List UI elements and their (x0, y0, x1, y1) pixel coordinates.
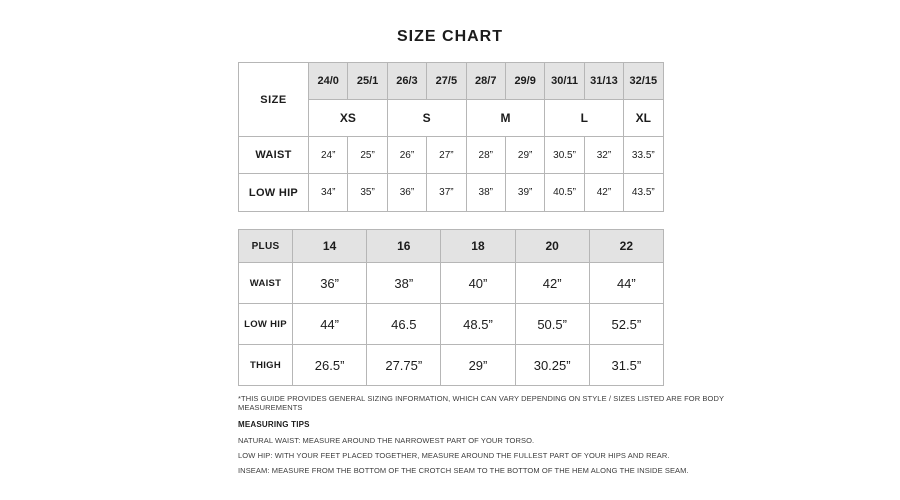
measurement-value: 35” (348, 174, 387, 212)
letter-size-header: L (545, 100, 624, 137)
measurement-value: 29” (505, 137, 544, 174)
measurement-value: 30.5” (545, 137, 584, 174)
letter-size-header: XL (624, 100, 663, 137)
measuring-tip: INSEAM: MEASURE FROM THE BOTTOM OF THE CROTCH SEAM TO THE BOTTOM OF THE HEM ALONG THE INSIDE SEAM. (238, 466, 689, 475)
letter-size-header: XS (309, 100, 388, 137)
measurement-value: 28” (466, 137, 505, 174)
page-title: SIZE CHART (397, 28, 503, 45)
size-corner-label: SIZE (239, 63, 309, 137)
measurement-value: 29” (441, 345, 515, 386)
numeric-size-header: 30/11 (545, 63, 584, 100)
row-label: WAIST (239, 263, 293, 304)
measurement-value: 43.5” (624, 174, 663, 212)
plus-size-header: 14 (293, 230, 367, 263)
plus-size-header: 18 (441, 230, 515, 263)
row-label: LOW HIP (239, 304, 293, 345)
numeric-size-header: 27/5 (427, 63, 466, 100)
measurement-value: 44” (293, 304, 367, 345)
measurement-value: 33.5” (624, 137, 663, 174)
row-label: THIGH (239, 345, 293, 386)
numeric-size-header: 26/3 (387, 63, 426, 100)
measurement-value: 44” (589, 263, 663, 304)
plus-size-header-row (239, 230, 664, 263)
plus-size-header: 22 (589, 230, 663, 263)
measurement-value: 26” (387, 137, 426, 174)
measurement-value: 50.5” (515, 304, 589, 345)
numeric-size-header: 24/0 (309, 63, 348, 100)
measurement-value: 40” (441, 263, 515, 304)
measurement-value: 38” (367, 263, 441, 304)
measurement-value: 37” (427, 174, 466, 212)
measurement-value: 46.5 (367, 304, 441, 345)
plus-size-header: 20 (515, 230, 589, 263)
waist-row (239, 137, 664, 174)
measuring-tip: LOW HIP: WITH YOUR FEET PLACED TOGETHER, MEASURE AROUND THE FULLEST PART OF YOUR HIPS AND REAR. (238, 451, 670, 460)
measurement-value: 38” (466, 174, 505, 212)
numeric-size-header: 31/13 (584, 63, 623, 100)
low-hip-row (239, 174, 664, 212)
letter-size-header: S (387, 100, 466, 137)
plus-size-chart-table (238, 229, 664, 386)
measurement-value: 31.5” (589, 345, 663, 386)
measurement-value: 26.5” (293, 345, 367, 386)
measurement-value: 32” (584, 137, 623, 174)
plus-thigh-row (239, 345, 664, 386)
sizing-disclaimer: *THIS GUIDE PROVIDES GENERAL SIZING INFORMATION, WHICH CAN VARY DEPENDING ON STYLE / SIZES LISTED ARE FOR BODY MEASUREMENTS (238, 394, 724, 412)
numeric-size-header: 32/15 (624, 63, 663, 100)
row-label: LOW HIP (239, 174, 309, 212)
plus-size-header: 16 (367, 230, 441, 263)
plus-waist-row (239, 263, 664, 304)
measurement-value: 52.5” (589, 304, 663, 345)
measurement-value: 39” (505, 174, 544, 212)
measurement-value: 42” (515, 263, 589, 304)
measurement-value: 48.5” (441, 304, 515, 345)
measurement-value: 27.75” (367, 345, 441, 386)
measurement-value: 42” (584, 174, 623, 212)
measurement-value: 40.5” (545, 174, 584, 212)
size-chart-table (238, 62, 664, 212)
measurement-value: 25” (348, 137, 387, 174)
plus-corner-label: PLUS (239, 230, 293, 263)
numeric-size-header-row (239, 63, 664, 100)
measurement-value: 34” (309, 174, 348, 212)
measurement-value: 27” (427, 137, 466, 174)
numeric-size-header: 29/9 (505, 63, 544, 100)
measurement-value: 36” (387, 174, 426, 212)
numeric-size-header: 28/7 (466, 63, 505, 100)
measuring-tips-list (238, 436, 758, 481)
measuring-tip: NATURAL WAIST: MEASURE AROUND THE NARROWEST PART OF YOUR TORSO. (238, 436, 535, 445)
letter-size-header: M (466, 100, 545, 137)
plus-low-hip-row (239, 304, 664, 345)
measurement-value: 24” (309, 137, 348, 174)
numeric-size-header: 25/1 (348, 63, 387, 100)
measurement-value: 36” (293, 263, 367, 304)
measuring-tips-heading: MEASURING TIPS (238, 420, 310, 429)
measurement-value: 30.25” (515, 345, 589, 386)
row-label: WAIST (239, 137, 309, 174)
